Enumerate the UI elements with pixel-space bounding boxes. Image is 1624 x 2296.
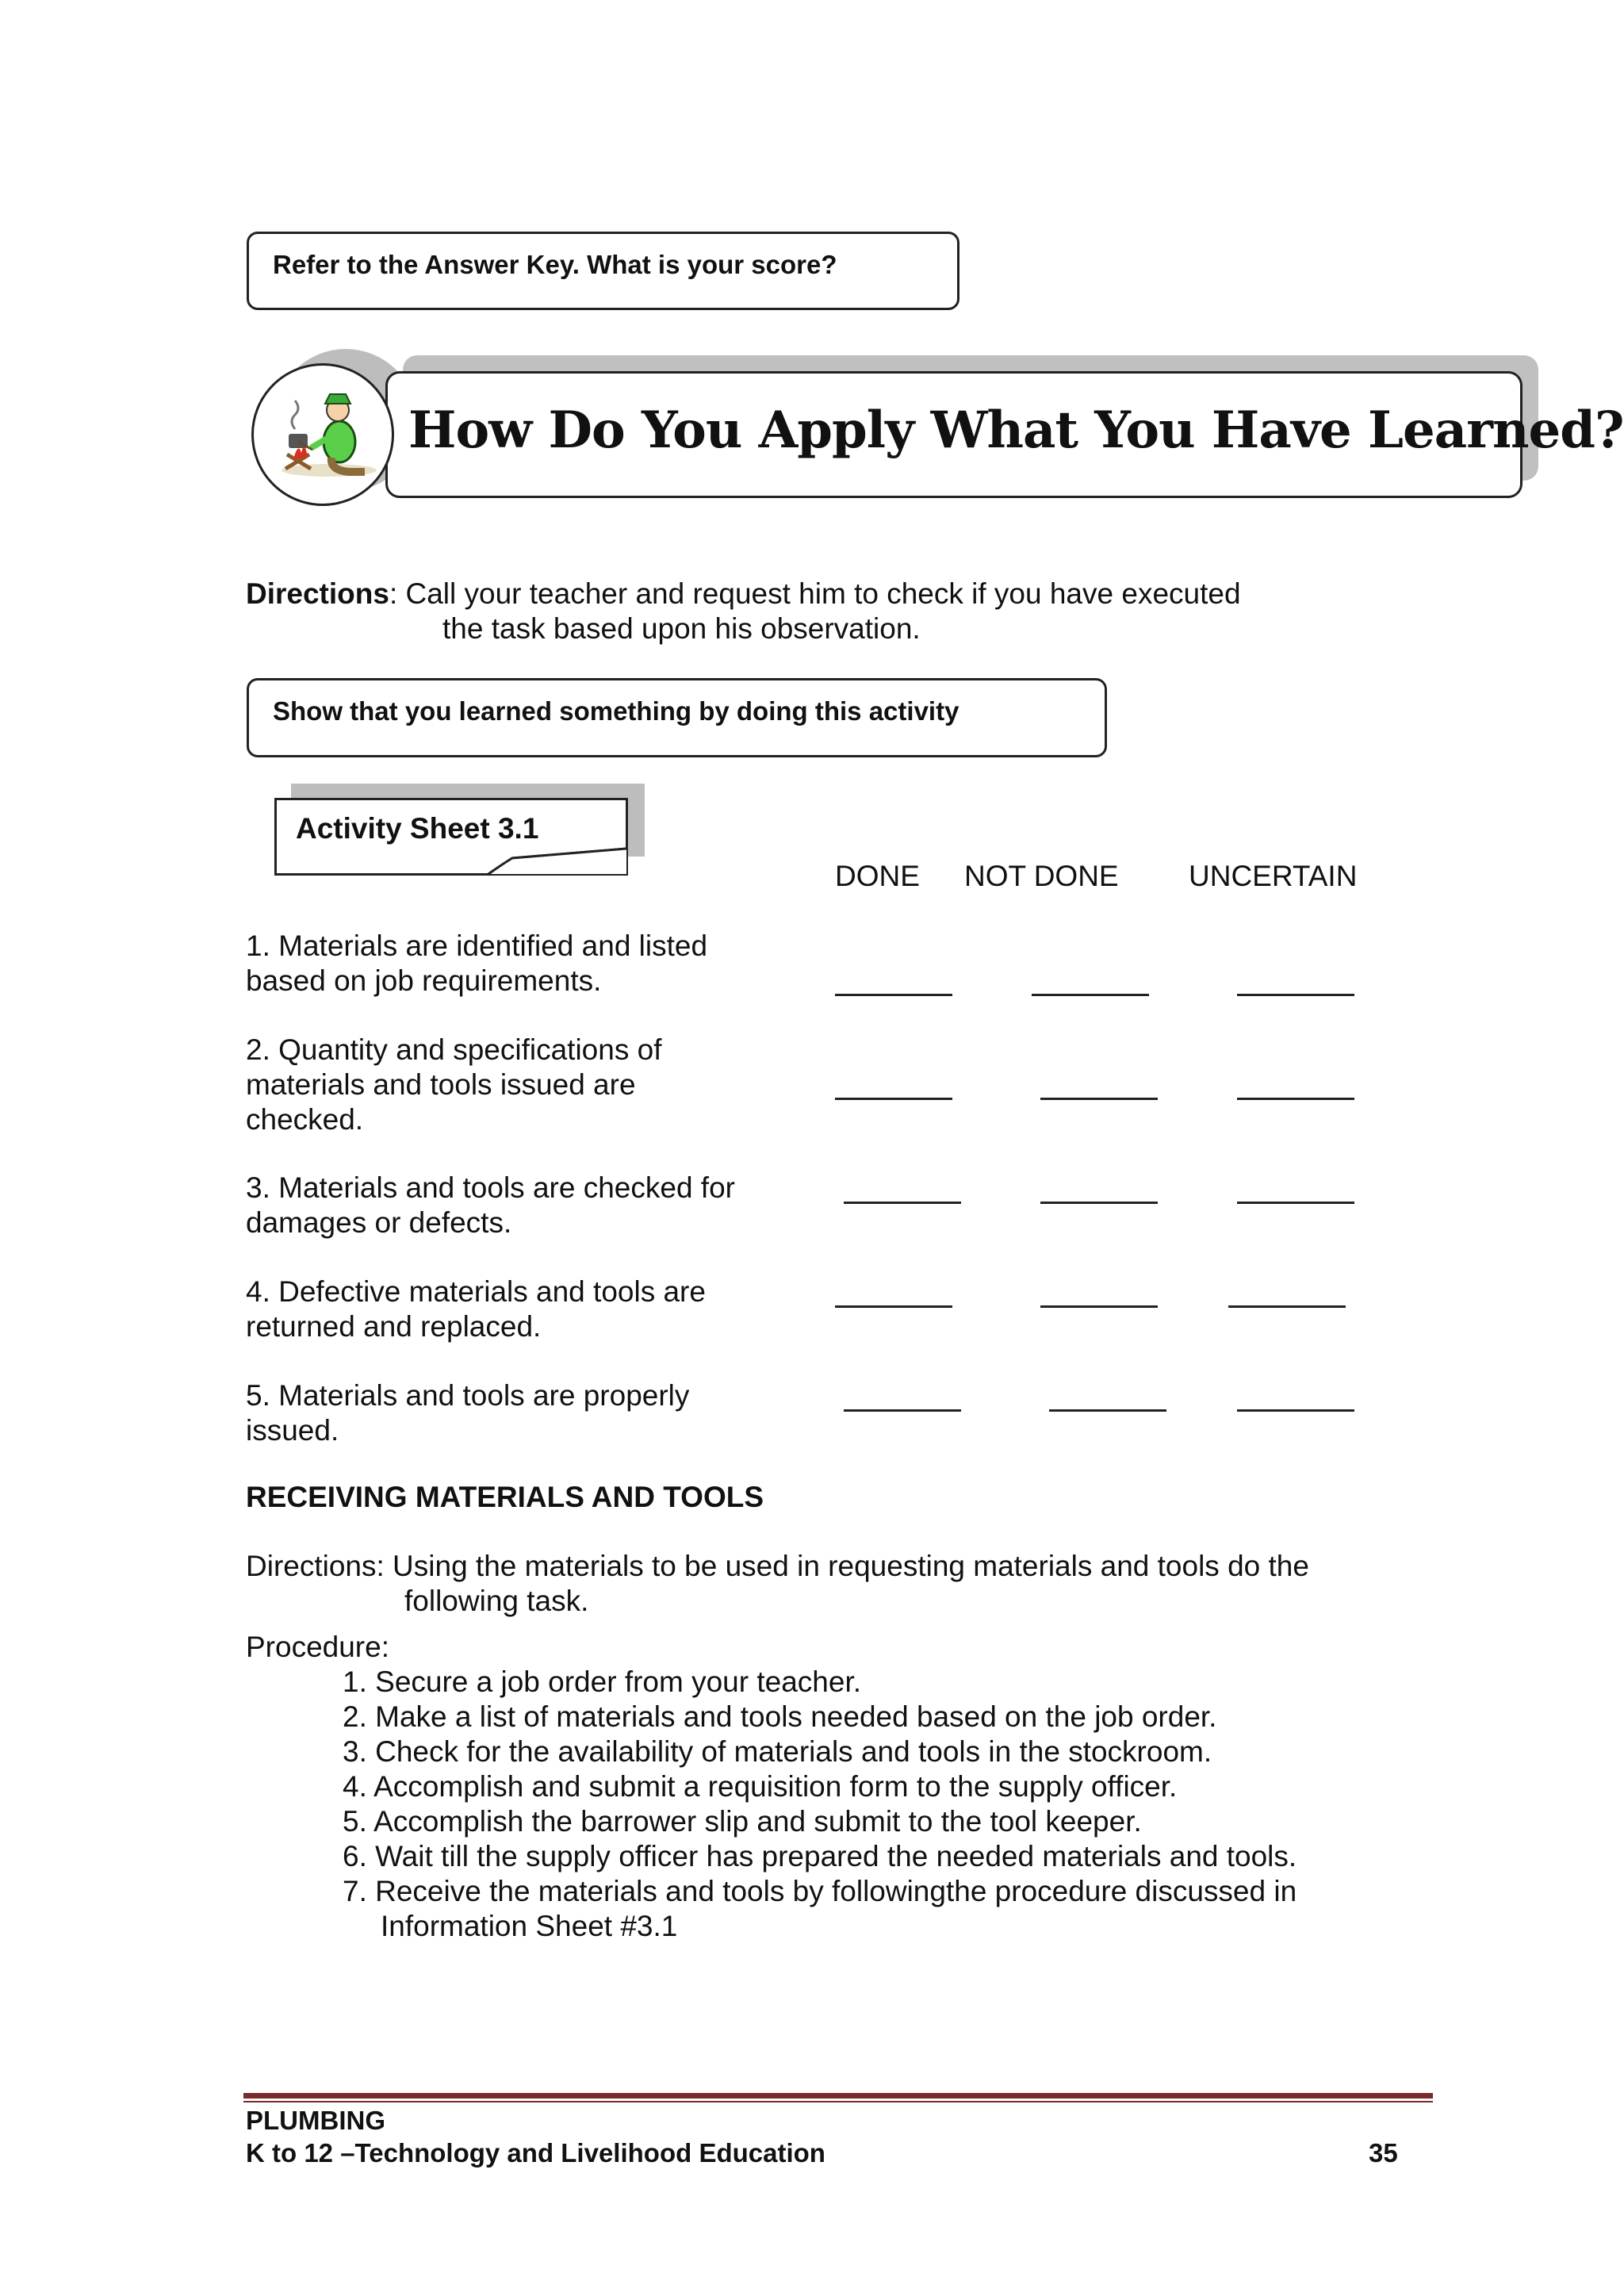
answer-blank-not-done[interactable] xyxy=(1040,1098,1158,1100)
checklist-item-4 xyxy=(246,1274,706,1344)
checklist-item-line: issued. xyxy=(246,1414,339,1447)
answer-blank-uncertain[interactable] xyxy=(1237,1202,1354,1204)
banner-icon-circle xyxy=(251,363,394,506)
procedure-step: 2. Make a list of materials and tools needed based on the job order. xyxy=(343,1700,1217,1733)
checklist-item-line: based on job requirements. xyxy=(246,964,602,997)
checklist-item-line: checked. xyxy=(246,1103,364,1136)
procedure-steps xyxy=(343,1665,1297,1944)
procedure-step: 4. Accomplish and submit a requisition form to the supply officer. xyxy=(343,1770,1178,1803)
answer-blank-uncertain[interactable] xyxy=(1237,1409,1354,1412)
checklist-item-line: materials and tools issued are xyxy=(246,1068,636,1101)
checklist-item-line: damages or defects. xyxy=(246,1206,512,1239)
footer-rule-thin xyxy=(243,2101,1433,2102)
footer-course: K to 12 –Technology and Livelihood Education xyxy=(246,2138,825,2168)
activity-prompt-text: Show that you learned something by doing this activity xyxy=(273,696,959,726)
checklist-item-line: 5. Materials and tools are properly xyxy=(246,1379,690,1412)
answer-blank-done[interactable] xyxy=(835,1098,952,1100)
directions-line-1 xyxy=(246,577,1241,611)
section-heading: RECEIVING MATERIALS AND TOOLS xyxy=(246,1481,764,1513)
procedure-step: 3. Check for the availability of materials and tools in the stockroom. xyxy=(343,1735,1212,1768)
checklist-item-1 xyxy=(246,929,707,999)
footer-rule-thick xyxy=(243,2093,1433,2099)
directions-line-2: the task based upon his observation. xyxy=(442,612,921,645)
procedure-step: 6. Wait till the supply officer has prepared the needed materials and tools. xyxy=(343,1840,1297,1872)
score-prompt-box xyxy=(247,232,959,310)
column-header-not-done: NOT DONE xyxy=(964,860,1119,892)
scout-campfire-icon xyxy=(254,366,392,504)
procedure-label: Procedure: xyxy=(246,1631,389,1663)
checklist-item-line: returned and replaced. xyxy=(246,1310,542,1343)
answer-blank-not-done[interactable] xyxy=(1040,1202,1158,1204)
checklist-item-5 xyxy=(246,1378,689,1448)
directions-label: Directions xyxy=(246,577,389,610)
column-header-done: DONE xyxy=(835,860,920,892)
receiving-directions-line-1: Directions: Using the materials to be used in requesting materials and tools do the xyxy=(246,1550,1309,1582)
answer-blank-uncertain[interactable] xyxy=(1237,1098,1354,1100)
checklist-item-line: 1. Materials are identified and listed xyxy=(246,930,708,962)
footer-subject: PLUMBING xyxy=(246,2106,385,2135)
checklist-item-2 xyxy=(246,1033,661,1137)
procedure-step-continuation: Information Sheet #3.1 xyxy=(381,1910,678,1942)
activity-sheet-label: Activity Sheet 3.1 xyxy=(296,812,539,845)
answer-blank-not-done[interactable] xyxy=(1040,1305,1158,1308)
answer-blank-not-done[interactable] xyxy=(1049,1409,1166,1412)
banner-title: How Do You Apply What You Have Learned? xyxy=(408,401,1624,460)
procedure-step: 1. Secure a job order from your teacher. xyxy=(343,1665,862,1698)
procedure-step: 5. Accomplish the barrower slip and submit to the tool keeper. xyxy=(343,1805,1142,1838)
checklist-item-3 xyxy=(246,1171,735,1240)
page-number: 35 xyxy=(1369,2138,1398,2168)
answer-blank-done[interactable] xyxy=(844,1409,961,1412)
answer-blank-uncertain[interactable] xyxy=(1237,994,1354,996)
score-prompt-text: Refer to the Answer Key. What is your score? xyxy=(273,250,837,279)
directions-text: : Call your teacher and request him to check if you have executed xyxy=(389,577,1241,610)
procedure-step: 7. Receive the materials and tools by followingthe procedure discussed in xyxy=(343,1875,1297,1907)
checklist-item-line: 4. Defective materials and tools are xyxy=(246,1275,706,1308)
answer-blank-not-done[interactable] xyxy=(1032,994,1149,996)
answer-blank-done[interactable] xyxy=(835,994,952,996)
receiving-directions-line-2: following task. xyxy=(404,1585,589,1617)
answer-blank-done[interactable] xyxy=(835,1305,952,1308)
activity-prompt-box xyxy=(247,678,1107,757)
checklist-item-line: 2. Quantity and specifications of xyxy=(246,1033,662,1066)
column-header-uncertain: UNCERTAIN xyxy=(1189,860,1358,892)
answer-blank-uncertain[interactable] xyxy=(1228,1305,1346,1308)
answer-blank-done[interactable] xyxy=(844,1202,961,1204)
checklist-item-line: 3. Materials and tools are checked for xyxy=(246,1171,735,1204)
